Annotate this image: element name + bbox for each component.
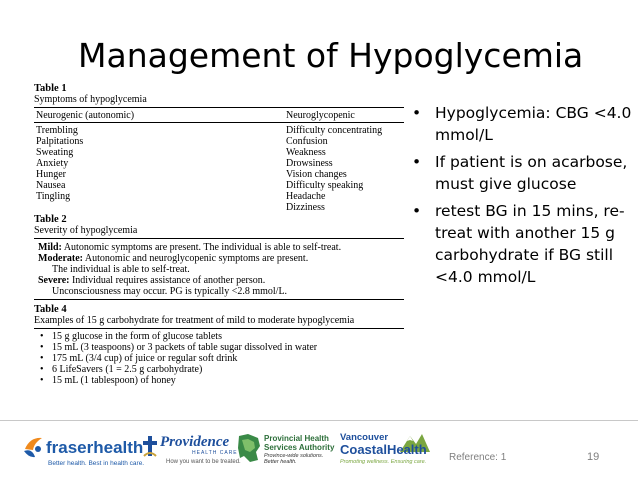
providence-cross-icon <box>140 434 160 460</box>
bullet-icon: • <box>40 375 44 386</box>
table-cell: Difficulty concentrating <box>286 125 383 136</box>
table-cell: Dizziness <box>286 202 325 213</box>
footer <box>0 430 638 475</box>
list-item <box>40 342 404 353</box>
bullet-icon: • <box>412 202 422 220</box>
phsa-name-line2: Services Authority <box>264 443 335 452</box>
severity-term: Moderate: <box>38 253 83 264</box>
phsa-tagline-line2: Better health. <box>264 459 297 465</box>
list-item-text: 175 mL (3/4 cup) of juice or regular soft drink <box>52 353 238 364</box>
list-item-text: 6 LifeSavers (1 = 2.5 g carbohydrate) <box>52 364 203 375</box>
table-row <box>34 158 404 169</box>
severity-text: Individual requires assistance of another person. <box>69 275 266 286</box>
page-number: 19 <box>587 451 600 463</box>
bullet-icon: • <box>40 331 44 342</box>
providence-subtitle: HEALTH CARE <box>192 450 238 456</box>
bullet-text: Hypoglycemia: CBG <4.0 mmol/L <box>435 104 632 144</box>
table-row <box>38 242 404 253</box>
list-item <box>412 151 632 195</box>
bullet-icon: • <box>40 342 44 353</box>
bullet-icon: • <box>40 353 44 364</box>
list-item <box>40 375 404 386</box>
severity-term: Mild: <box>38 242 62 253</box>
list-item <box>412 102 632 146</box>
table-cell: Vision changes <box>286 169 347 180</box>
table-cell: Sweating <box>36 147 74 158</box>
table-row <box>38 275 404 286</box>
providence-name: Providence <box>160 434 230 450</box>
table2-body <box>34 239 404 299</box>
table-row <box>34 147 404 158</box>
table-row <box>38 264 404 275</box>
table4-caption: Examples of 15 g carbohydrate for treatment of mild to moderate hypoglycemia <box>34 315 355 326</box>
list-item-text: 15 mL (1 tablespoon) of honey <box>52 375 176 386</box>
table2-bottom-rule <box>34 299 404 300</box>
vch-name-line1: Vancouver <box>340 432 389 443</box>
table-cell: Difficulty speaking <box>286 180 364 191</box>
reference-note: Reference: 1 <box>449 452 507 463</box>
bullet-icon: • <box>40 364 44 375</box>
severity-text: Autonomic and neuroglycopenic symptoms are present. <box>82 253 309 264</box>
table-cell: Hunger <box>36 169 66 180</box>
table-row <box>34 180 404 191</box>
table-row <box>34 191 404 202</box>
table-cell: Weakness <box>286 147 326 158</box>
fraser-health-name: fraserhealth <box>46 438 144 457</box>
list-item <box>40 331 404 342</box>
severity-term: Severe: <box>38 275 70 286</box>
table1-header-neurogenic: Neurogenic (autonomic) <box>36 110 135 121</box>
table4-label: Table 4 <box>34 304 67 315</box>
table2-label: Table 2 <box>34 214 67 225</box>
bullet-icon: • <box>412 153 422 171</box>
bullet-icon: • <box>412 104 422 122</box>
severity-text: Autonomic symptoms are present. The individual is able to self-treat. <box>61 242 342 253</box>
table-row <box>38 286 404 297</box>
table-row <box>38 253 404 264</box>
phsa-name-line1: Provincial Health <box>264 434 329 443</box>
table1-caption: Symptoms of hypoglycemia <box>34 94 147 105</box>
fraser-health-mark-icon <box>22 435 44 459</box>
list-item-text: 15 mL (3 teaspoons) or 3 packets of table sugar dissolved in water <box>52 342 318 353</box>
footer-divider <box>0 420 638 421</box>
reference-tables <box>34 83 404 386</box>
severity-text: Unconsciousness may occur. PG is typically <2.8 mmol/L. <box>52 286 288 297</box>
phsa-name <box>264 434 334 452</box>
fraser-health-tagline: Better health. Best in health care. <box>48 460 145 467</box>
bullet-list <box>412 102 632 293</box>
table-cell: Nausea <box>36 180 66 191</box>
table-row <box>34 169 404 180</box>
table-cell: Anxiety <box>36 158 69 169</box>
table-cell: Palpitations <box>36 136 84 147</box>
table4-list <box>34 329 404 386</box>
table-row <box>34 136 404 147</box>
providence-tagline: How you want to be treated. <box>166 459 241 465</box>
table-cell: Trembling <box>36 125 78 136</box>
list-item <box>40 364 404 375</box>
table-row <box>34 202 404 213</box>
slide-title: Management of Hypoglycemia <box>78 36 584 75</box>
table-row <box>34 125 404 136</box>
table-cell: Headache <box>286 191 326 202</box>
table1 <box>34 83 404 213</box>
table-cell: Confusion <box>286 136 328 147</box>
severity-text: The individual is able to self-treat. <box>52 264 190 275</box>
vch-name-line2: CoastalHealth <box>340 442 427 457</box>
table4 <box>34 304 404 386</box>
table1-header-neuroglycopenic: Neuroglycopenic <box>286 110 355 121</box>
phsa-tagline-line1: Province-wide solutions. <box>264 453 324 459</box>
bc-map-icon <box>236 432 262 464</box>
table1-header-row <box>34 108 404 122</box>
table-cell: Tingling <box>36 191 71 202</box>
vch-tagline: Promoting wellness. Ensuring care. <box>340 459 427 465</box>
table1-label: Table 1 <box>34 83 67 94</box>
table2 <box>34 214 404 300</box>
table2-caption: Severity of hypoglycemia <box>34 225 138 236</box>
bullet-text: If patient is on acarbose, must give glucose <box>435 153 628 193</box>
phsa-tagline <box>264 453 323 465</box>
list-item-text: 15 g glucose in the form of glucose tablets <box>52 331 222 342</box>
bullet-text: retest BG in 15 mins, re-treat with another 15 g carbohydrate if BG still <4.0 mmol/L <box>435 202 625 286</box>
table-cell: Drowsiness <box>286 158 333 169</box>
list-item <box>412 200 632 288</box>
list-item <box>40 353 404 364</box>
table-cell <box>34 202 286 213</box>
